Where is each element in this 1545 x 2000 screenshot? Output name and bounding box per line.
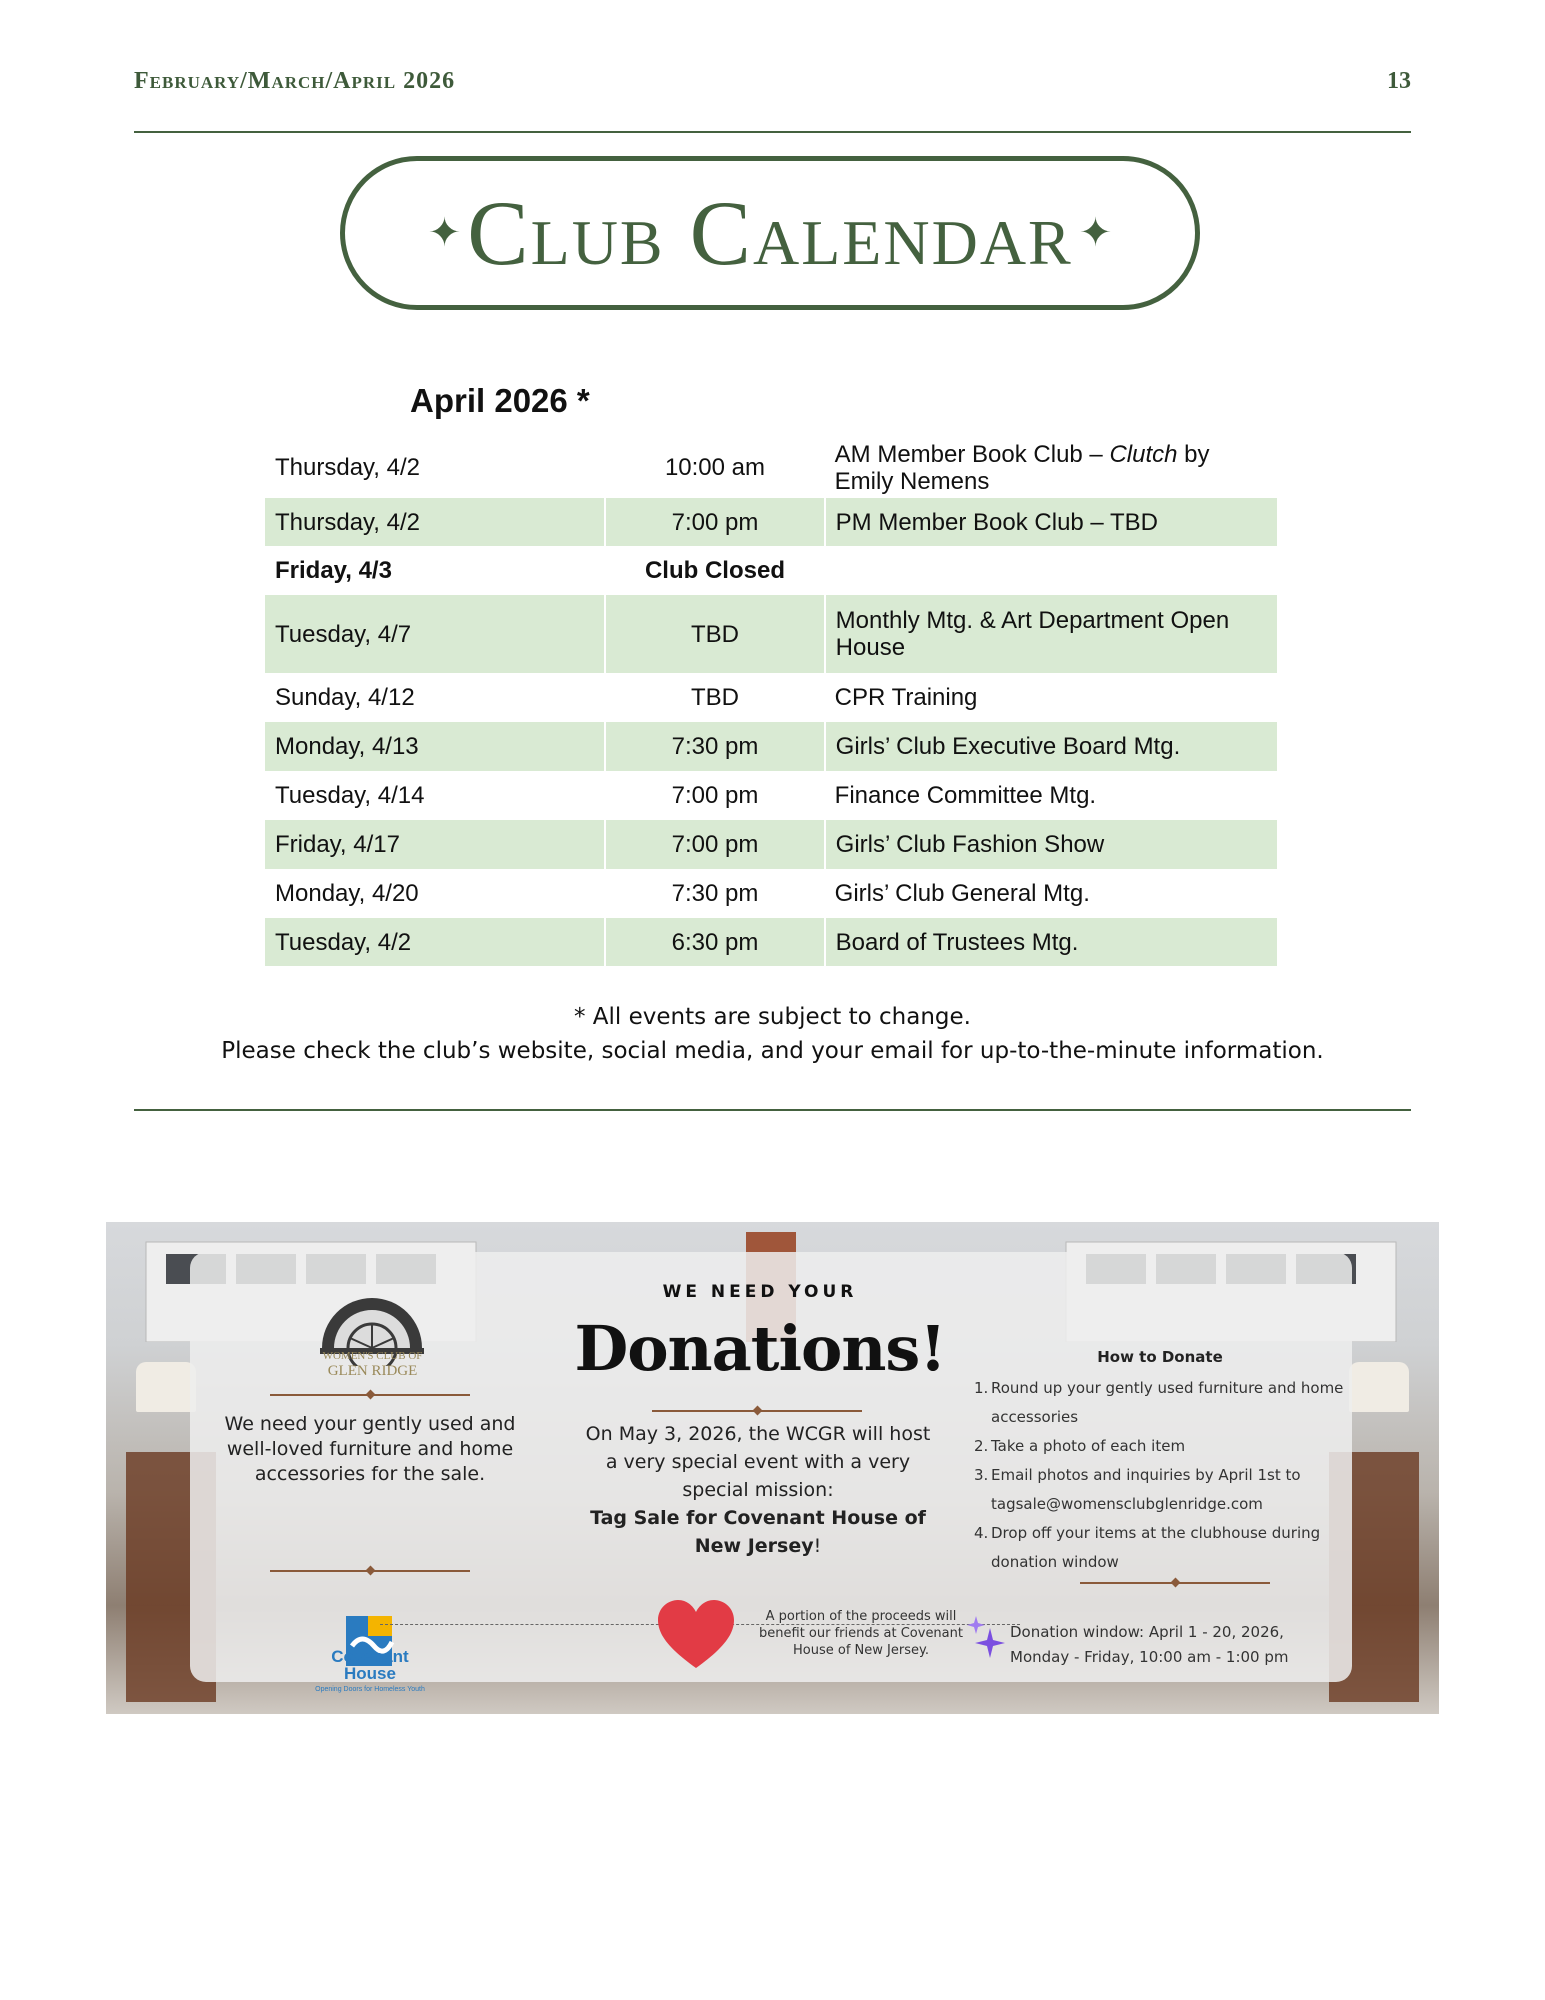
event-title: Girls’ Club General Mtg.	[834, 880, 1090, 907]
event-date: Tuesday, 4/14	[275, 782, 425, 809]
table-row	[265, 722, 1277, 771]
covenant-house-tagline: Opening Doors for Homeless Youth	[315, 1686, 425, 1693]
donations-flyer	[106, 1222, 1439, 1714]
event-title: Girls’ Club Fashion Show	[825, 820, 1277, 869]
event-title	[825, 437, 1277, 498]
covenant-house-name	[300, 1648, 440, 1682]
issue-date: February/March/April 2026	[134, 68, 456, 94]
flyer-panel	[190, 1252, 1352, 1693]
event-time: Club Closed	[644, 557, 785, 584]
event-date: Friday, 4/17	[265, 820, 605, 869]
disclaimer-note: * All events are subject to change.	[574, 1004, 971, 1030]
table-row	[265, 437, 1277, 498]
flyer-kicker: WE NEED YOUR	[662, 1282, 858, 1302]
event-date: Thursday, 4/2	[275, 454, 420, 481]
event-time: 10:00 am	[664, 454, 766, 481]
heart-icon	[656, 1600, 736, 1670]
step-text: Take a photo of each item	[991, 1437, 1186, 1455]
event-time: TBD	[605, 595, 824, 673]
ornament-divider	[270, 1570, 470, 1572]
page-number: 13	[1387, 68, 1411, 94]
event-date: Tuesday, 4/2	[265, 918, 605, 966]
step-number: 1.	[974, 1379, 989, 1397]
step-text: Drop off your items at the clubhouse during donation window	[991, 1524, 1321, 1571]
event-title: Board of Trustees Mtg.	[825, 918, 1277, 966]
event-time: 7:00 pm	[605, 498, 824, 546]
left-appeal-text: We need your gently used and well-loved furniture and home accessories for the sale.	[224, 1413, 516, 1485]
list-item	[974, 1519, 1344, 1577]
table-row	[265, 918, 1277, 966]
list-item	[974, 1432, 1344, 1461]
event-time: TBD	[690, 684, 739, 711]
table-row	[265, 771, 1277, 820]
event-date: Tuesday, 4/7	[265, 595, 605, 673]
table-row	[265, 820, 1277, 869]
event-time: 7:30 pm	[671, 880, 759, 907]
bottom-rule	[134, 1109, 1411, 1111]
covenant-house-name-2: House	[344, 1664, 396, 1683]
event-time: 7:30 pm	[605, 722, 824, 771]
table-row	[265, 869, 1277, 918]
step-number: 2.	[974, 1437, 989, 1455]
event-title: Girls’ Club Executive Board Mtg.	[825, 722, 1277, 771]
event-title	[825, 546, 1277, 595]
donation-window	[1010, 1620, 1350, 1670]
event-date: Monday, 4/20	[275, 880, 419, 907]
lamp-left-icon	[136, 1362, 196, 1412]
step-text: Email photos and inquiries by April 1st to tagsale@womensclubglenridge.com	[991, 1466, 1301, 1513]
event-title-author: by Emily Nemens	[834, 440, 1210, 495]
donation-window-hours: Monday - Friday, 10:00 am - 1:00 pm	[1010, 1648, 1289, 1666]
event-title: PM Member Book Club – TBD	[825, 498, 1277, 546]
event-title-text: AM Member Book Club –	[834, 440, 1110, 468]
list-item	[974, 1461, 1344, 1519]
table-row	[265, 546, 1277, 595]
event-description	[578, 1420, 938, 1560]
table-row	[265, 595, 1277, 673]
event-time: 7:00 pm	[671, 782, 759, 809]
step-number: 3.	[974, 1466, 989, 1484]
event-name: Tag Sale for Covenant House of New Jersey	[590, 1507, 926, 1557]
table-row	[265, 498, 1277, 546]
info-note: Please check the club’s website, social media, and your email for up-to-the-minute information.	[221, 1038, 1324, 1064]
calendar-title-banner	[340, 156, 1200, 310]
event-date: Friday, 4/3	[275, 557, 392, 584]
step-text: Round up your gently used furniture and home accessories	[991, 1379, 1344, 1426]
table-row	[265, 673, 1277, 722]
event-time: 6:30 pm	[605, 918, 824, 966]
event-exclaim: !	[813, 1535, 822, 1557]
donation-window-dates: Donation window: April 1 - 20, 2026,	[1010, 1623, 1284, 1641]
how-to-donate-list	[974, 1374, 1344, 1577]
step-number: 4.	[974, 1524, 989, 1542]
event-date: Monday, 4/13	[265, 722, 605, 771]
ornament-divider	[652, 1410, 862, 1412]
star-left-icon: ✦	[427, 211, 462, 255]
proceeds-note: A portion of the proceeds will benefit our friends at Covenant House of New Jersey.	[759, 1609, 963, 1658]
ornament-divider	[1080, 1582, 1270, 1584]
logo-text-name: GLEN RIDGE	[327, 1363, 418, 1379]
star-right-icon: ✦	[1078, 211, 1113, 255]
how-to-donate-heading: How to Donate	[1097, 1348, 1223, 1366]
flyer-headline: Donations!	[574, 1312, 946, 1385]
event-title: Finance Committee Mtg.	[834, 782, 1097, 809]
event-title: CPR Training	[834, 684, 978, 711]
event-title: Monthly Mtg. & Art Department Open House	[825, 595, 1277, 673]
event-time: 7:00 pm	[605, 820, 824, 869]
top-rule	[134, 131, 1411, 133]
page-title: Club Calendar	[467, 182, 1073, 284]
lamp-right-icon	[1349, 1362, 1409, 1412]
logo-text-top: WOMEN'S CLUB OF	[322, 1350, 423, 1362]
calendar-table	[265, 437, 1277, 966]
book-title: Clutch	[1109, 440, 1178, 468]
covenant-house-name-1: Covenant	[331, 1647, 409, 1666]
calendar-month-heading: April 2026 *	[410, 382, 590, 419]
ornament-divider	[270, 1394, 470, 1396]
event-date: Sunday, 4/12	[275, 684, 415, 711]
event-date: Thursday, 4/2	[265, 498, 605, 546]
list-item	[974, 1374, 1344, 1432]
event-intro: On May 3, 2026, the WCGR will host a very special event with a very special mission:	[585, 1423, 931, 1501]
sparkle-icon	[966, 1614, 1006, 1658]
